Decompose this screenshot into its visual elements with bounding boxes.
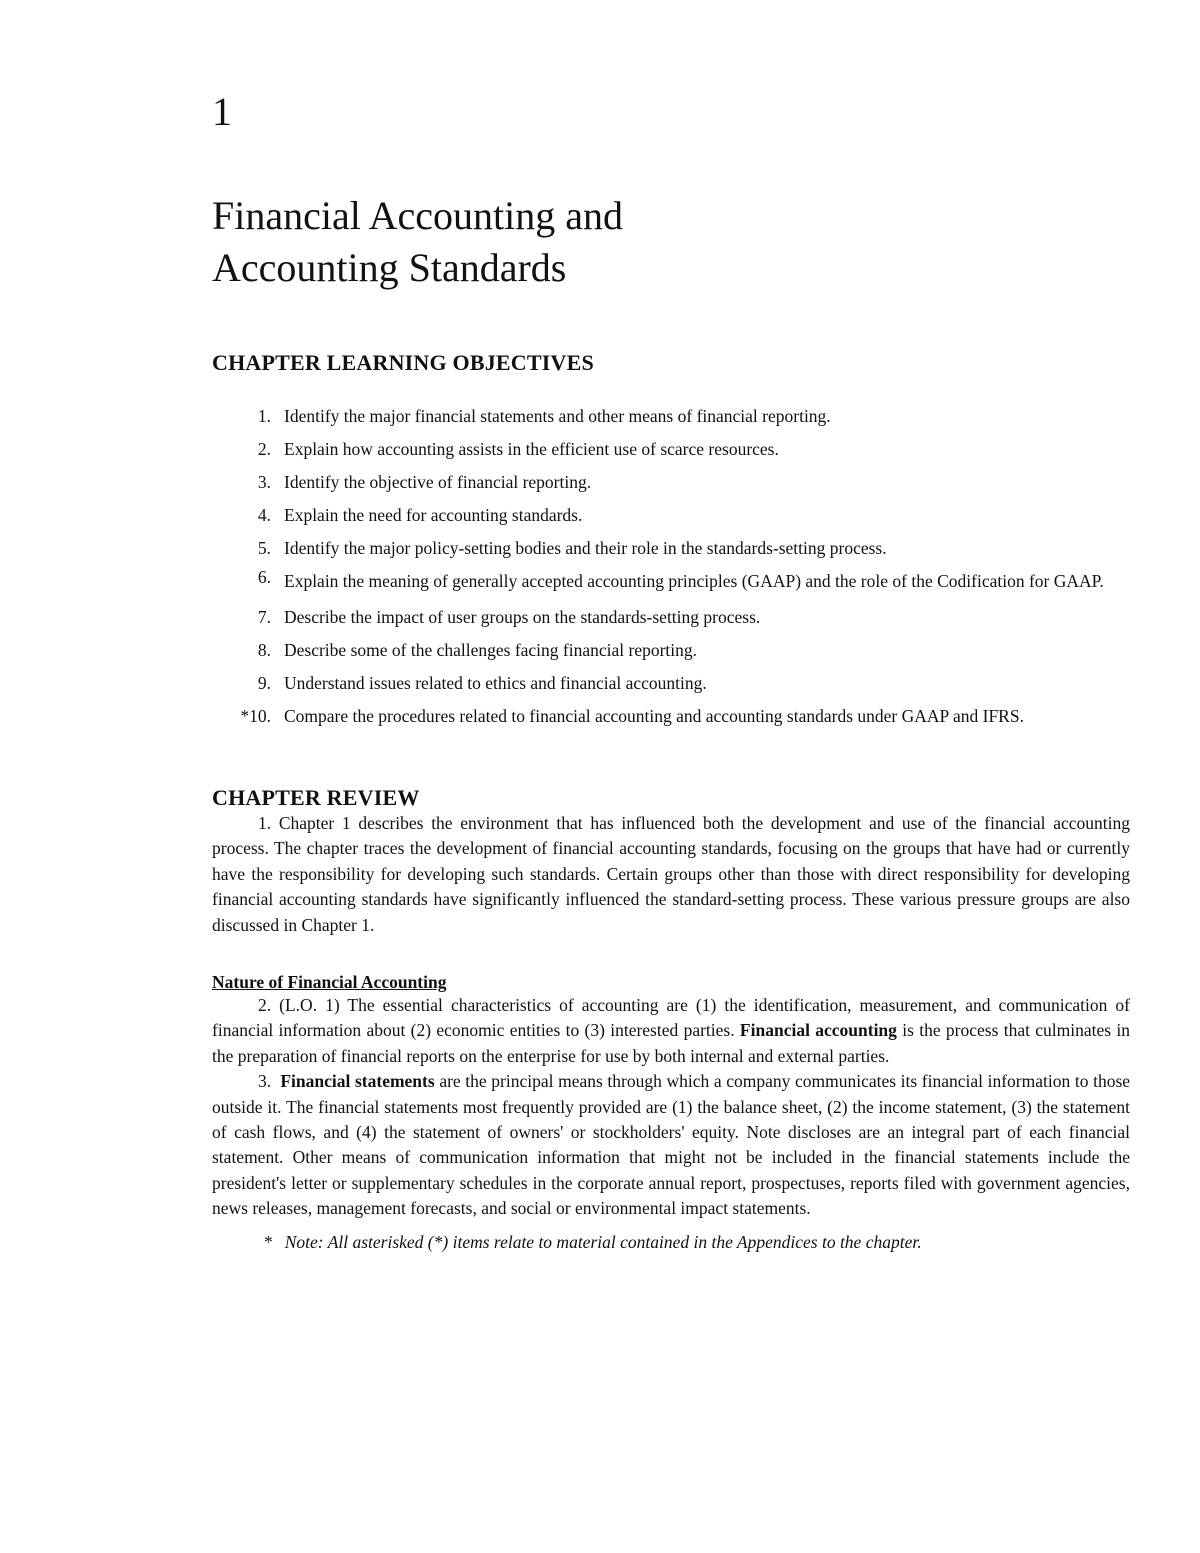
objective-item — [212, 437, 1130, 462]
review-heading: CHAPTER REVIEW — [212, 785, 420, 810]
chapter-number: 1 — [212, 89, 232, 134]
term-financial-statements: Financial statements — [280, 1071, 435, 1092]
appendix-footnote — [264, 1230, 1130, 1255]
objective-number: 9. — [257, 673, 271, 693]
objective-item — [212, 704, 1130, 729]
paragraph-3-text: are the principal means through which a company communicates its financial information to those outside it. The financial statements most frequently provided are (1) the balance sheet, (2) the income statement, (3) the statement of cash flows, and (4) the statement of owners' or stockholders' equity. Note discloses are an integral part of each financial statement. Other means of communication information that might not be included in the financial statements include the president's letter or supplementary schedules in the corporate annual report, prospectuses, reports filed with government agencies, news releases, management forecasts, and social or environmental impact statements. — [212, 1071, 1131, 1219]
objective-item — [212, 470, 1130, 495]
term-financial-accounting: Financial accounting — [739, 1020, 897, 1041]
objective-number: *10. — [240, 706, 271, 726]
objective-text: Identify the major policy-setting bodies and their role in the standards-setting process. — [284, 538, 887, 558]
nature-subheading: Nature of Financial Accounting — [212, 972, 447, 993]
objective-text: Explain the meaning of generally accepted accounting principles (GAAP) and the role of the Codification for GAAP. — [284, 571, 1104, 591]
objective-number: 5. — [257, 538, 271, 558]
chapter-title-line-1: Financial Accounting and — [212, 193, 624, 238]
objective-item — [212, 536, 1130, 561]
review-paragraph-3 — [212, 1069, 1130, 1221]
objective-number: 4. — [257, 505, 271, 525]
objectives-heading: CHAPTER LEARNING OBJECTIVES — [212, 350, 594, 375]
objective-item — [212, 404, 1130, 429]
objective-number: 6. — [257, 567, 271, 587]
chapter-title-line-2: Accounting Standards — [212, 245, 567, 290]
objective-item — [212, 605, 1130, 630]
objective-number: 2. — [257, 439, 271, 459]
document-page — [212, 88, 1130, 1255]
objective-text: Describe the impact of user groups on the standards-setting process. — [284, 607, 761, 627]
chapter-title — [212, 190, 1130, 294]
asterisk-mark: * — [264, 1231, 273, 1252]
objective-text: Describe some of the challenges facing financial reporting. — [284, 640, 698, 660]
review-paragraph-2 — [212, 993, 1130, 1069]
objective-item — [212, 503, 1130, 528]
paragraph-3-number: 3. — [258, 1071, 272, 1092]
objective-item — [212, 638, 1130, 663]
objective-text: Explain the need for accounting standards. — [284, 505, 583, 525]
objective-text: Identify the major financial statements and other means of financial reporting. — [284, 406, 831, 426]
paragraph-2-text: 2. (L.O. 1) The essential characteristics of accounting are (1) the identification, measurement, and communication of financial information about (2) economic entities to (3) interested parties. — [212, 995, 1130, 1041]
objective-number: 7. — [257, 607, 271, 627]
objective-text: Compare the procedures related to financial accounting and accounting standards under GAAP and IFRS. — [284, 706, 1024, 726]
objectives-list — [212, 404, 1130, 729]
objective-item — [212, 565, 1130, 597]
review-paragraph-1: 1. Chapter 1 describes the environment that has influenced both the development and use of the financial accounting process. The chapter traces the development of financial accounting standards, focusing on the groups that have had or currently have the responsibility for developing such standards. Certain groups other than those with direct responsibility for developing financial accounting standards have significantly influenced the standard-setting process. These various pressure groups are also discussed in Chapter 1. — [212, 813, 1130, 935]
objective-number: 3. — [257, 472, 271, 492]
objective-number: 1. — [257, 406, 271, 426]
objective-item — [212, 671, 1130, 696]
objective-text: Understand issues related to ethics and financial accounting. — [284, 673, 707, 693]
objective-number: 8. — [257, 640, 271, 660]
objective-text: Identify the objective of financial reporting. — [284, 472, 592, 492]
footnote-text: Note: All asterisked (*) items relate to material contained in the Appendices to the chapter. — [284, 1231, 922, 1252]
objective-text: Explain how accounting assists in the efficient use of scarce resources. — [284, 439, 779, 459]
paragraph-2-text-cont: is the process that culminates in the preparation of financial reports on the enterprise for use by both internal and external parties. — [212, 1020, 1131, 1066]
